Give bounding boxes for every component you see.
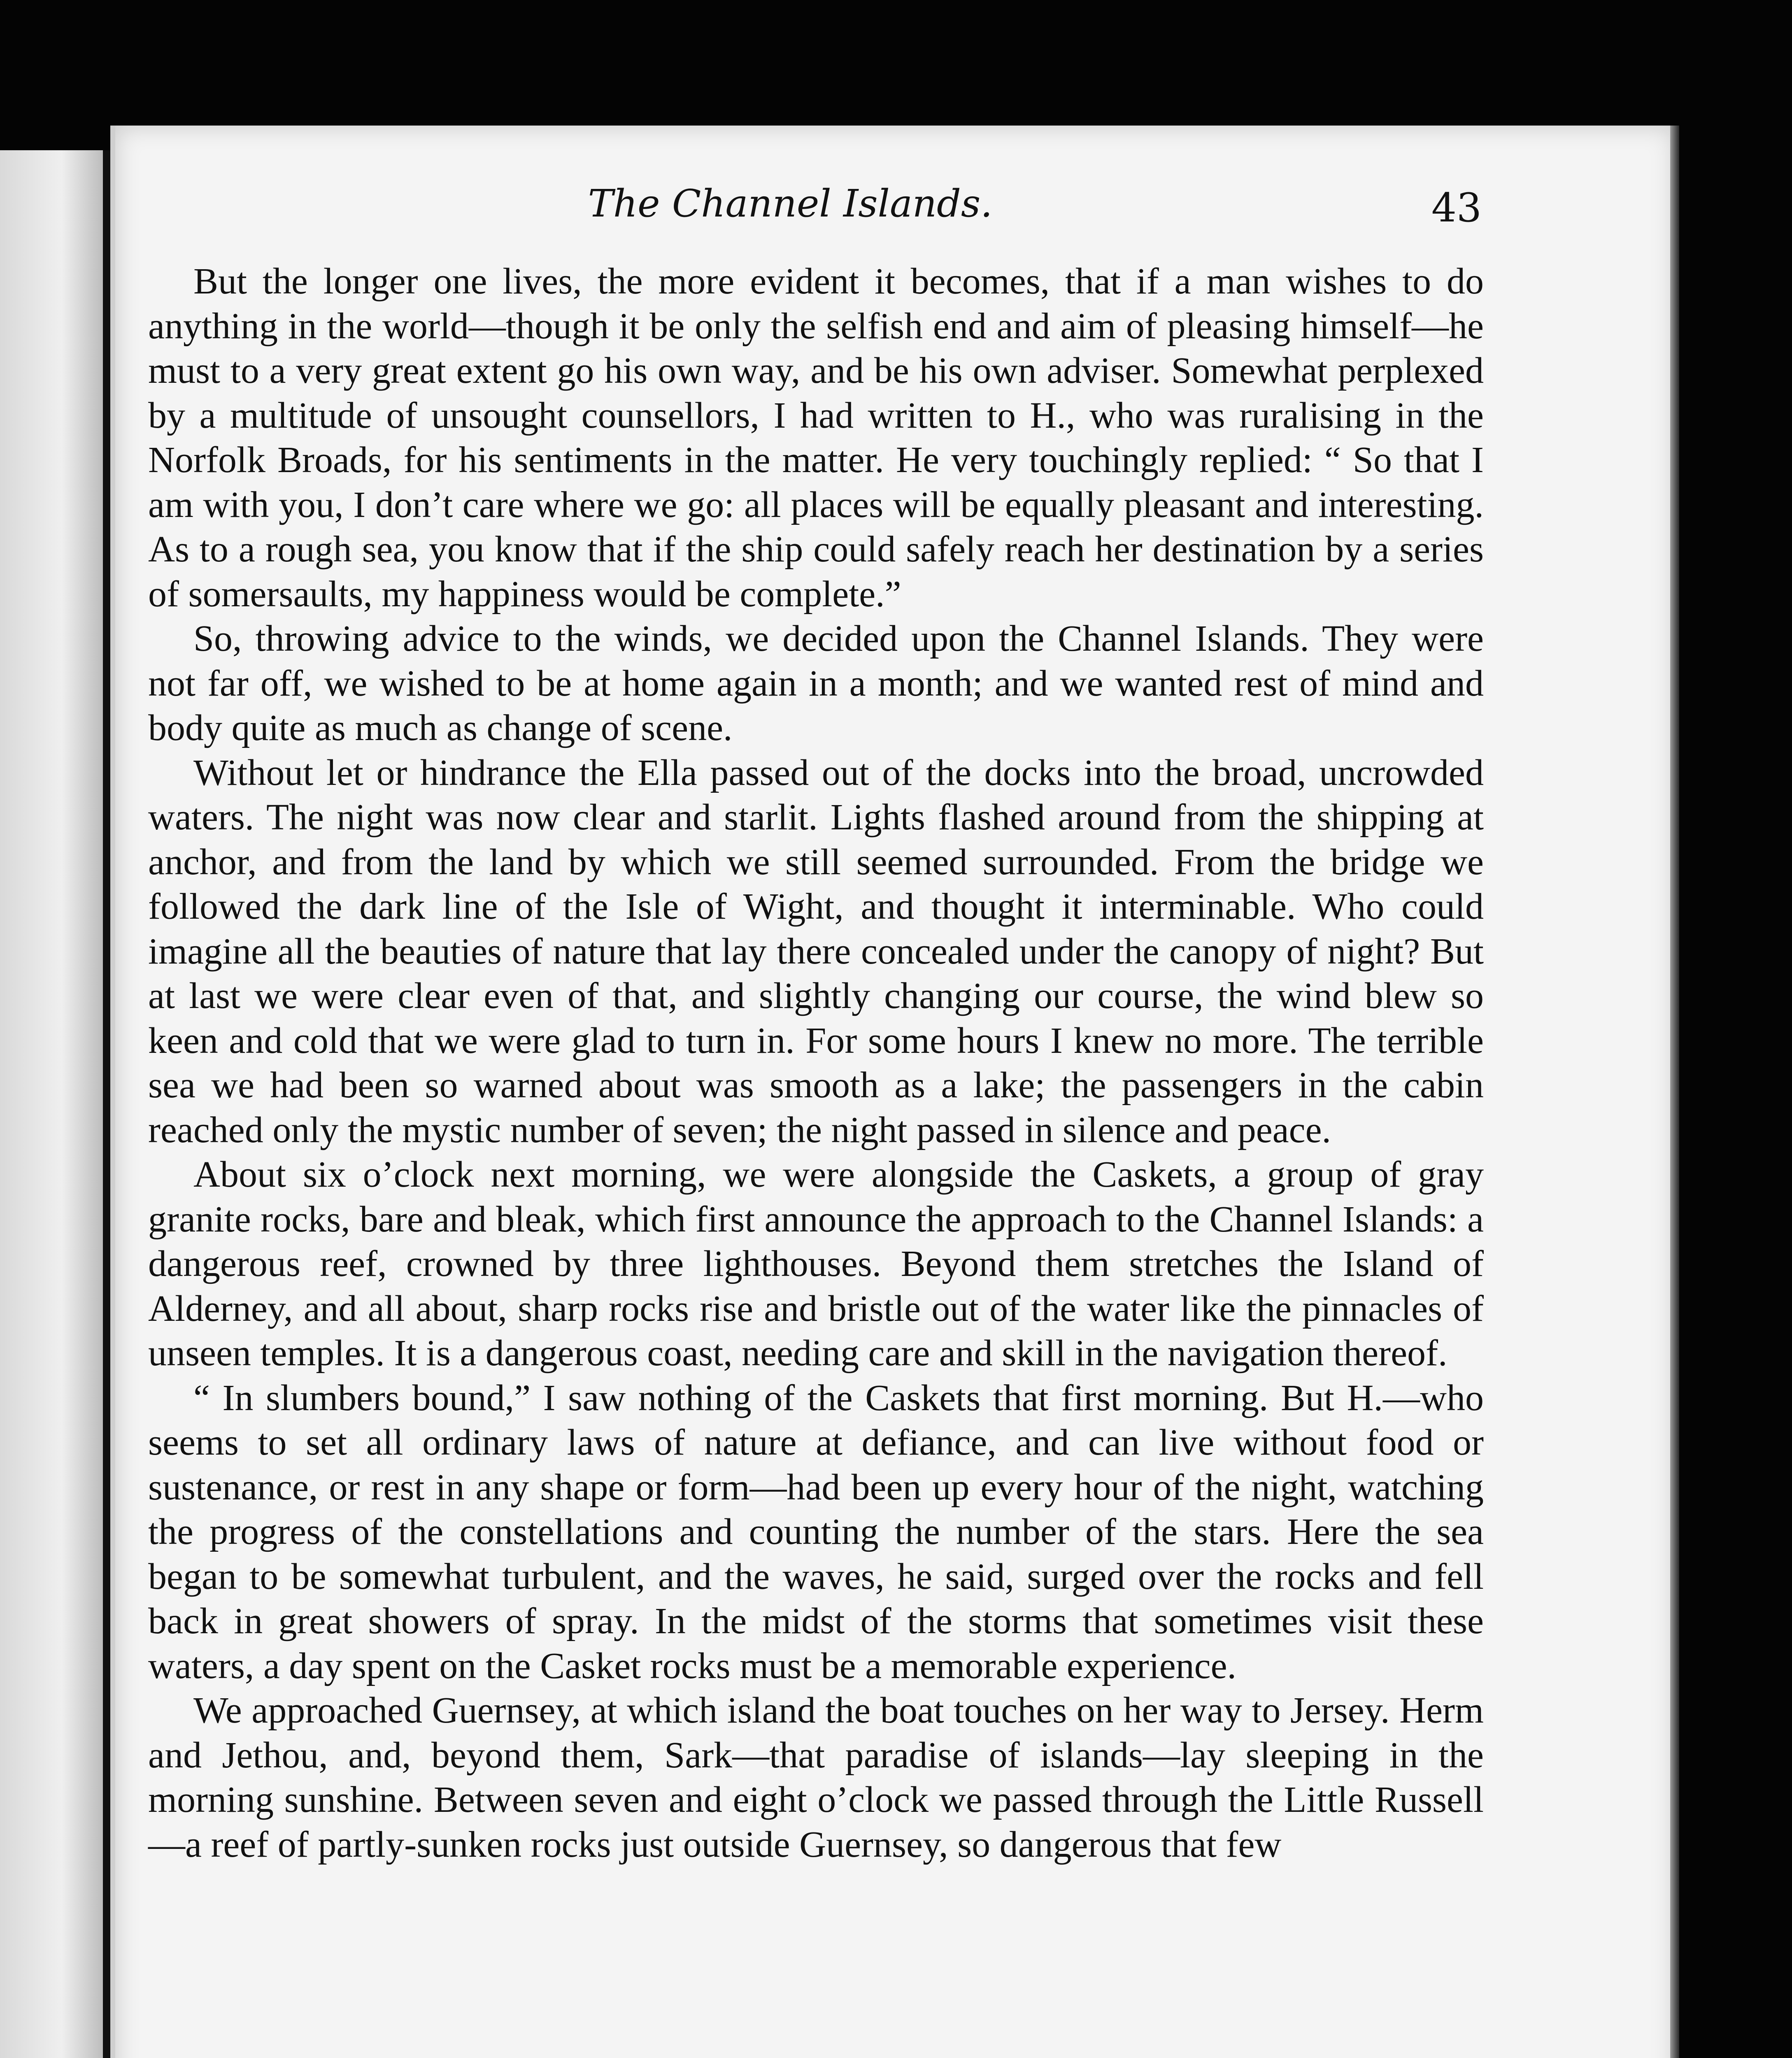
body-text xyxy=(148,259,1484,1867)
left-page-edge xyxy=(0,150,110,2058)
page-number: 43 xyxy=(1431,185,1482,231)
paragraph: So, throwing advice to the winds, we decided upon the Channel Islands. They were not far off, we wished to be at home again in a month; and we wanted rest of mind and body quite as much as change of scene. xyxy=(148,618,1484,748)
paragraph: “ In slumbers bound,” I saw nothing of the Caskets that first morning. But H.—who seems to set all ordinary laws of nature at defiance, and can live without food or sustenance, or rest in any shape or form—had been up every hour of the night, watching the progress of the constellations and counting the number of the stars. Here the sea began to be somewhat turbulent, and the waves, he said, surged over the rocks and fell back in great showers of spray. In the midst of the storms that sometimes visit these waters, a day spent on the Casket rocks must be a memorable experience. xyxy=(148,1377,1484,1686)
paragraph: We approached Guernsey, at which island the boat touches on her way to Jersey. Herm and Jethou, and, beyond them, Sark—that paradise of islands—lay sleeping in the morning sunshine. Between seven and eight o’clock we passed through the Little Russell —a reef of partly-sunken rocks just outside Guernsey, so dangerous that few xyxy=(148,1690,1484,1865)
paragraph: About six o’clock next morning, we were alongside the Caskets, a group of gray granite rocks, bare and bleak, which first announce the approach to the Channel Islands: a dangerous reef, crowned by three lighthouses. Beyond them stretches the Island of Alderney, and all about, sharp rocks rise and bristle out of the water like the pinnacles of unseen temples. It is a dangerous coast, needing care and skill in the navigation thereof. xyxy=(148,1154,1484,1374)
paragraph: Without let or hindrance the Ella passed out of the docks into the broad, uncrowded waters. The night was now clear and starlit. Lights flashed around from the shipping at anchor, and from the land by which we still seemed surrounded. From the bridge we followed the dark line of the Isle of Wight, and thought it interminable. Who could imagine all the beauties of nature that lay there concealed under the canopy of night? But at last we were clear even of that, and slightly changing our course, the wind blew so keen and cold that we were glad to turn in. For some hours I knew no more. The terrible sea we had been so warned about was smooth as a lake; the passengers in the cabin reached only the mystic number of seven; the night passed in silence and peace. xyxy=(148,752,1484,1150)
running-title: The Channel Islands. xyxy=(588,182,993,226)
running-head xyxy=(111,173,1482,235)
paragraph: But the longer one lives, the more evident it becomes, that if a man wishes to do anything in the world—though it be only the selfish end and aim of pleasing himself—he must to a very great extent go his own way, and be his own adviser. Somewhat perplexed by a multitude of unsought counsellors, I had written to H., who was ruralising in the Norfolk Broads, for his sentiments in the matter. He very touchingly replied: “ So that I am with you, I don’t care where we go: all places will be equally pleasant and interesting. As to a rough sea, you know that if the ship could safely reach her destination by a series of somersaults, my happiness would be complete.” xyxy=(148,261,1484,615)
page-edge-shadow xyxy=(1670,126,1679,2058)
